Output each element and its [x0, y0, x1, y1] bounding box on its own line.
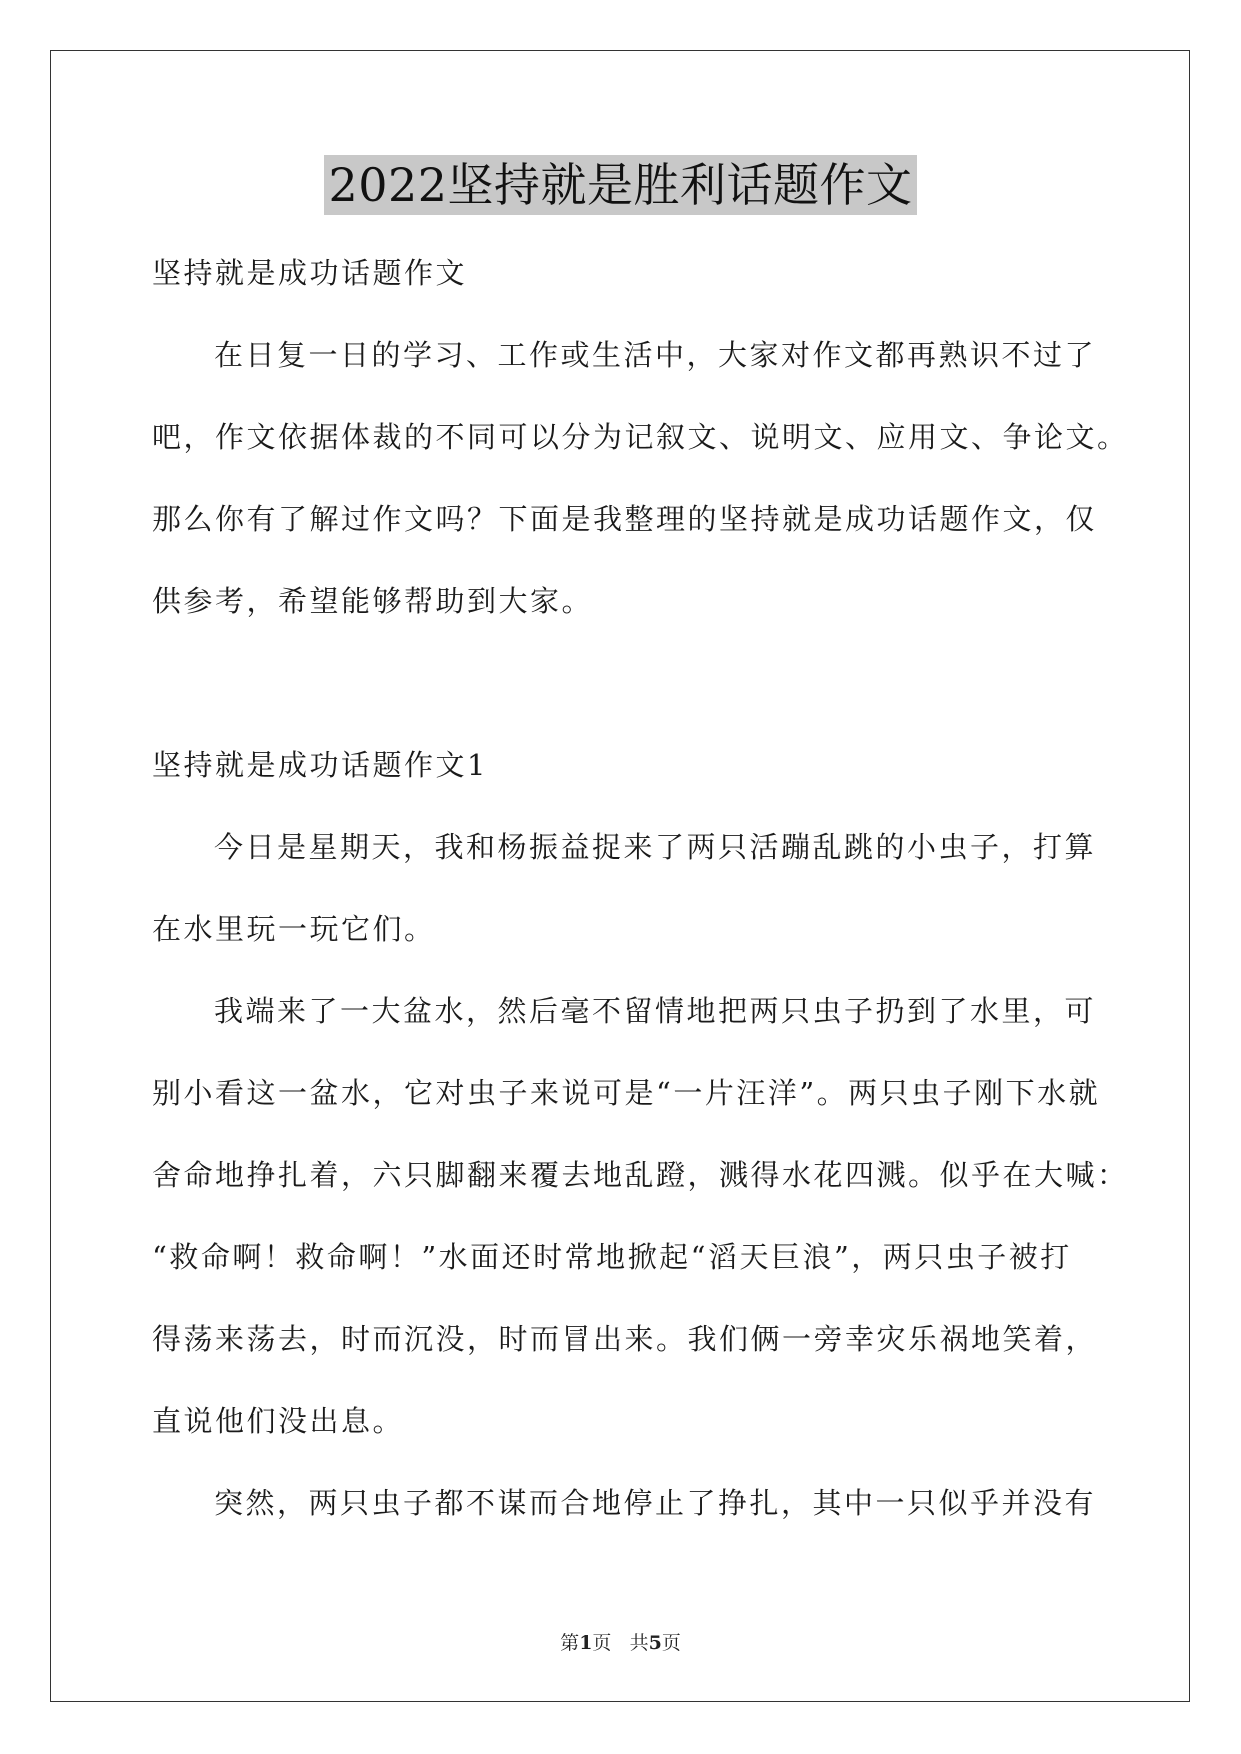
paragraph-line: 别小看这一盆水，它对虫子来说可是“一片汪洋”。两只虫子刚下水就 [152, 1076, 1101, 1110]
paragraph-line: 得荡来荡去，时而沉没，时而冒出来。我们俩一旁幸灾乐祸地笑着， [152, 1322, 1098, 1356]
section-heading: 坚持就是成功话题作文1 [152, 748, 488, 782]
page-footer [0, 1628, 1241, 1655]
paragraph-line: 我端来了一大盆水，然后毫不留情地把两只虫子扔到了水里，可 [214, 994, 1097, 1028]
page-prefix: 第 [560, 1632, 580, 1654]
paragraph-line: “救命啊！救命啊！”水面还时常地掀起“滔天巨浪”，两只虫子被打 [152, 1240, 1072, 1274]
intro-line: 吧，作文依据体裁的不同可以分为记叙文、说明文、应用文、争论文。 [152, 420, 1129, 454]
document-title: 2022坚持就是胜利话题作文 [324, 155, 916, 215]
subtitle: 坚持就是成功话题作文 [152, 256, 468, 290]
page-number: 1 [579, 1632, 593, 1654]
total-suffix: 页 [661, 1632, 681, 1654]
total-prefix: 共 [629, 1632, 649, 1654]
document-body [152, 232, 1129, 1544]
paragraph-line: 舍命地挣扎着，六只脚翻来覆去地乱蹬，溅得水花四溅。似乎在大喊： [152, 1158, 1129, 1192]
title-container [0, 155, 1241, 215]
intro-line: 在日复一日的学习、工作或生活中，大家对作文都再熟识不过了 [214, 338, 1097, 372]
blank-line [152, 642, 1112, 724]
paragraph-line: 突然，两只虫子都不谋而合地停止了挣扎，其中一只似乎并没有 [214, 1486, 1097, 1520]
intro-line: 那么你有了解过作文吗？下面是我整理的坚持就是成功话题作文，仅 [152, 502, 1098, 536]
paragraph-line: 在水里玩一玩它们。 [152, 912, 436, 946]
paragraph-line: 直说他们没出息。 [152, 1404, 405, 1438]
paragraph-line: 今日是星期天，我和杨振益捉来了两只活蹦乱跳的小虫子，打算 [214, 830, 1097, 864]
intro-line: 供参考，希望能够帮助到大家。 [152, 584, 594, 618]
page-suffix: 页 [592, 1632, 612, 1654]
total-pages: 5 [648, 1632, 662, 1654]
